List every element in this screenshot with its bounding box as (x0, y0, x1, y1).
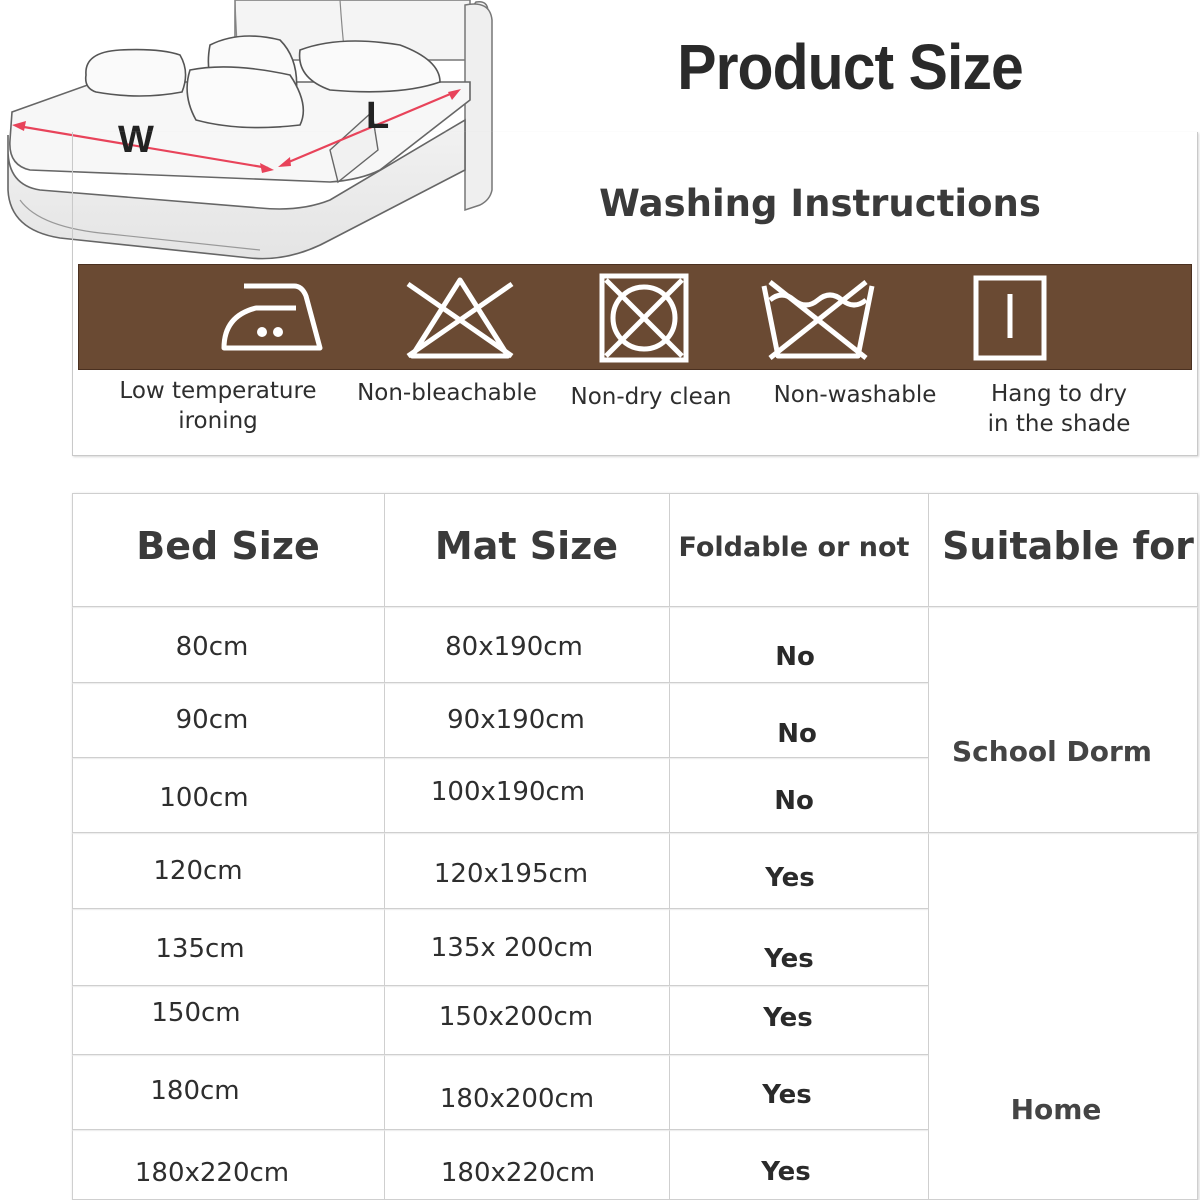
width-dimension-label: W (118, 119, 154, 161)
header-suitable-for: Suitable for (942, 524, 1194, 568)
header-mat-size: Mat Size (434, 524, 619, 568)
table-cell-bed-size: 120cm (153, 856, 243, 886)
care-label-bleach: Non-bleachable (357, 380, 537, 406)
table-cell-mat-size: 80x190cm (445, 632, 583, 662)
length-dimension-label: L (366, 95, 390, 137)
do-not-bleach-icon (400, 272, 520, 364)
table-divider (72, 1054, 928, 1055)
line-dry-in-shade-icon (950, 272, 1070, 364)
table-cell-bed-size: 135cm (155, 934, 245, 964)
table-cell-bed-size: 180x220cm (134, 1158, 290, 1188)
table-cell-foldable: No (777, 719, 817, 749)
do-not-wash-icon (758, 272, 878, 364)
suitable-for-school-dorm: School Dorm (952, 735, 1152, 768)
table-cell-bed-size: 80cm (175, 632, 249, 662)
care-label-dry-clean: Non-dry clean (570, 384, 732, 410)
table-divider (72, 1129, 928, 1130)
care-label-wash: Non-washable (773, 382, 937, 408)
table-cell-mat-size: 100x190cm (430, 777, 586, 807)
care-label-ironing: Low temperature ironing (119, 378, 317, 434)
table-cell-bed-size: 150cm (151, 998, 241, 1028)
table-cell-foldable: Yes (761, 1157, 811, 1187)
table-cell-foldable: Yes (762, 1080, 812, 1110)
care-label-dry: Hang to dry in the shade (987, 381, 1131, 437)
table-cell-foldable: No (775, 642, 815, 672)
washing-instructions-heading: Washing Instructions (599, 182, 1041, 225)
header-foldable: Foldable or not (678, 532, 910, 563)
table-divider (72, 908, 928, 909)
do-not-dry-clean-icon (584, 272, 704, 364)
table-cell-mat-size: 90x190cm (447, 705, 585, 735)
table-divider (72, 606, 1198, 607)
table-cell-foldable: No (774, 786, 814, 816)
header-bed-size: Bed Size (136, 524, 320, 568)
table-cell-foldable: Yes (763, 1003, 813, 1033)
table-cell-bed-size: 100cm (159, 783, 249, 813)
suitable-for-home: Home (1010, 1093, 1102, 1126)
table-cell-mat-size: 120x195cm (433, 859, 589, 889)
table-cell-bed-size: 90cm (175, 705, 249, 735)
table-cell-mat-size: 135x 200cm (430, 933, 594, 963)
table-divider (72, 985, 928, 986)
table-divider (72, 682, 928, 683)
table-cell-foldable: Yes (764, 944, 814, 974)
table-cell-mat-size: 180x220cm (440, 1158, 596, 1188)
page-title: Product Size (677, 31, 1023, 103)
table-cell-mat-size: 150x200cm (438, 1002, 594, 1032)
table-cell-mat-size: 180x200cm (439, 1084, 595, 1114)
table-cell-foldable: Yes (765, 863, 815, 893)
table-cell-bed-size: 180cm (150, 1076, 240, 1106)
iron-low-temperature-icon (210, 272, 330, 364)
table-divider (72, 757, 928, 758)
table-divider (72, 832, 1198, 833)
